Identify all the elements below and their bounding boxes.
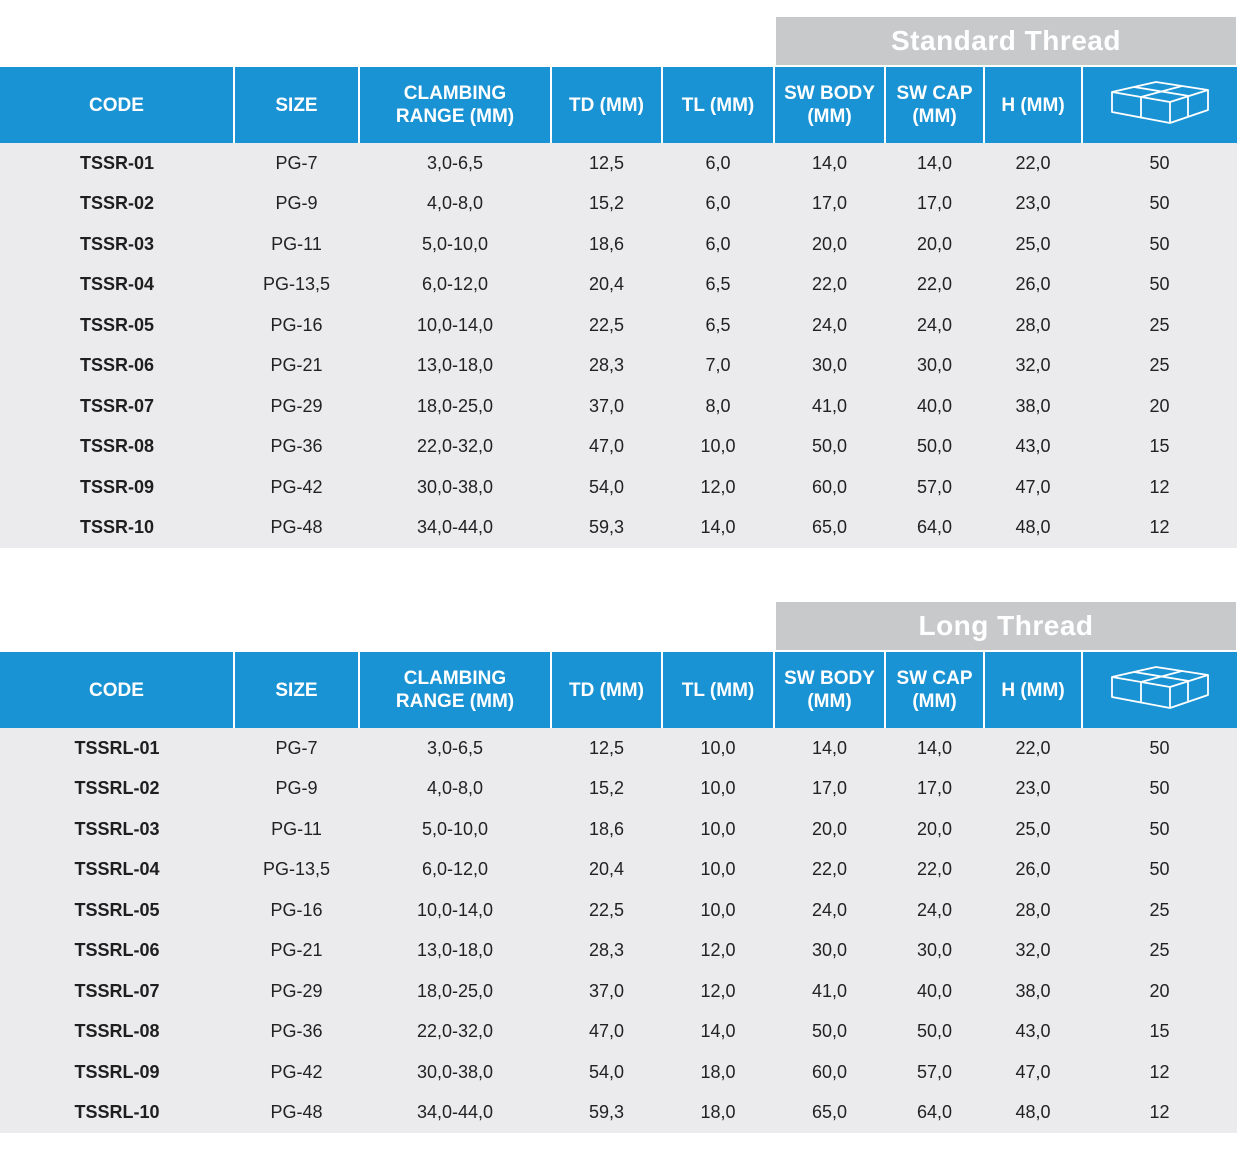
cell-package-qty: 50 (1082, 809, 1237, 850)
cell-tl: 10,0 (662, 890, 774, 931)
table-row (0, 1052, 1237, 1093)
long-thread-table (0, 652, 1237, 1133)
cell-size: PG-42 (234, 1052, 359, 1093)
col-header-size: SIZE (234, 652, 359, 728)
cell-code: TSSRL-03 (0, 809, 234, 850)
cell-h: 23,0 (984, 769, 1082, 810)
standard-thread-table (0, 67, 1237, 548)
cell-sw-body: 14,0 (774, 143, 885, 184)
cell-package-qty: 20 (1082, 386, 1237, 427)
cell-h: 25,0 (984, 224, 1082, 265)
table-row (0, 386, 1237, 427)
cell-package-qty: 25 (1082, 931, 1237, 972)
cell-h: 32,0 (984, 931, 1082, 972)
col-header-h: H (MM) (984, 67, 1082, 143)
standard-thread-banner (776, 17, 1236, 65)
cell-clambing-range: 3,0-6,5 (359, 143, 551, 184)
cell-tl: 6,0 (662, 224, 774, 265)
cell-package-qty: 50 (1082, 265, 1237, 306)
cell-sw-cap: 22,0 (885, 265, 984, 306)
col-header-package (1082, 67, 1237, 143)
cell-sw-cap: 20,0 (885, 809, 984, 850)
col-header-tl: TL (MM) (662, 652, 774, 728)
cell-h: 22,0 (984, 728, 1082, 769)
cell-size: PG-9 (234, 184, 359, 225)
cell-sw-cap: 40,0 (885, 386, 984, 427)
cell-sw-body: 14,0 (774, 728, 885, 769)
cell-td: 22,5 (551, 890, 662, 931)
col-header-code: CODE (0, 652, 234, 728)
cell-package-qty: 25 (1082, 305, 1237, 346)
cell-tl: 10,0 (662, 850, 774, 891)
cell-sw-body: 24,0 (774, 305, 885, 346)
cell-h: 26,0 (984, 850, 1082, 891)
cell-td: 22,5 (551, 305, 662, 346)
cell-sw-cap: 14,0 (885, 728, 984, 769)
table-row (0, 143, 1237, 184)
cell-code: TSSRL-01 (0, 728, 234, 769)
cell-sw-cap: 64,0 (885, 1093, 984, 1134)
cell-package-qty: 50 (1082, 769, 1237, 810)
table-row (0, 1012, 1237, 1053)
cell-td: 54,0 (551, 467, 662, 508)
cell-sw-body: 20,0 (774, 224, 885, 265)
cell-code: TSSR-03 (0, 224, 234, 265)
cell-sw-body: 41,0 (774, 971, 885, 1012)
cell-h: 43,0 (984, 427, 1082, 468)
cell-size: PG-21 (234, 931, 359, 972)
table-row (0, 769, 1237, 810)
cell-code: TSSRL-05 (0, 890, 234, 931)
cell-h: 25,0 (984, 809, 1082, 850)
cell-sw-body: 17,0 (774, 769, 885, 810)
cell-tl: 7,0 (662, 346, 774, 387)
cell-package-qty: 12 (1082, 1052, 1237, 1093)
cell-tl: 12,0 (662, 971, 774, 1012)
cell-tl: 8,0 (662, 386, 774, 427)
cell-clambing-range: 10,0-14,0 (359, 890, 551, 931)
table-row (0, 224, 1237, 265)
table-row (0, 265, 1237, 306)
cell-tl: 12,0 (662, 931, 774, 972)
cell-tl: 12,0 (662, 467, 774, 508)
cell-clambing-range: 6,0-12,0 (359, 265, 551, 306)
cell-clambing-range: 5,0-10,0 (359, 809, 551, 850)
section-title: Long Thread (918, 610, 1094, 641)
cell-sw-cap: 30,0 (885, 931, 984, 972)
cell-sw-cap: 50,0 (885, 427, 984, 468)
table-row (0, 305, 1237, 346)
col-header-sw-cap: SW CAP (MM) (885, 67, 984, 143)
cell-tl: 10,0 (662, 427, 774, 468)
col-header-td: TD (MM) (551, 67, 662, 143)
cell-tl: 10,0 (662, 769, 774, 810)
cell-sw-cap: 14,0 (885, 143, 984, 184)
table-row (0, 931, 1237, 972)
cell-size: PG-13,5 (234, 265, 359, 306)
cell-size: PG-11 (234, 809, 359, 850)
cell-package-qty: 12 (1082, 1093, 1237, 1134)
col-header-package (1082, 652, 1237, 728)
cell-code: TSSRL-08 (0, 1012, 234, 1053)
cell-td: 37,0 (551, 386, 662, 427)
cell-sw-cap: 24,0 (885, 890, 984, 931)
cell-sw-body: 24,0 (774, 890, 885, 931)
cell-tl: 14,0 (662, 1012, 774, 1053)
cell-size: PG-36 (234, 1012, 359, 1053)
col-header-sw-body: SW BODY (MM) (774, 67, 885, 143)
cell-clambing-range: 30,0-38,0 (359, 1052, 551, 1093)
cell-code: TSSR-08 (0, 427, 234, 468)
cell-sw-cap: 57,0 (885, 1052, 984, 1093)
cell-td: 20,4 (551, 265, 662, 306)
col-header-td: TD (MM) (551, 652, 662, 728)
col-header-tl: TL (MM) (662, 67, 774, 143)
cell-h: 28,0 (984, 305, 1082, 346)
col-header-clambing-range: CLAMBING RANGE (MM) (359, 652, 551, 728)
cell-td: 20,4 (551, 850, 662, 891)
cell-tl: 18,0 (662, 1052, 774, 1093)
table-row (0, 728, 1237, 769)
cell-sw-cap: 50,0 (885, 1012, 984, 1053)
cell-size: PG-42 (234, 467, 359, 508)
cell-package-qty: 15 (1082, 427, 1237, 468)
cell-sw-body: 22,0 (774, 265, 885, 306)
col-header-h: H (MM) (984, 652, 1082, 728)
cell-clambing-range: 10,0-14,0 (359, 305, 551, 346)
cell-size: PG-16 (234, 305, 359, 346)
cell-package-qty: 12 (1082, 508, 1237, 549)
cell-sw-cap: 17,0 (885, 184, 984, 225)
cell-code: TSSR-07 (0, 386, 234, 427)
cell-code: TSSRL-04 (0, 850, 234, 891)
cell-sw-cap: 24,0 (885, 305, 984, 346)
cell-package-qty: 12 (1082, 467, 1237, 508)
cell-size: PG-7 (234, 143, 359, 184)
cell-code: TSSRL-09 (0, 1052, 234, 1093)
cell-sw-cap: 40,0 (885, 971, 984, 1012)
table-row (0, 508, 1237, 549)
cell-clambing-range: 22,0-32,0 (359, 1012, 551, 1053)
cell-td: 59,3 (551, 508, 662, 549)
cell-clambing-range: 4,0-8,0 (359, 184, 551, 225)
cell-sw-cap: 64,0 (885, 508, 984, 549)
cell-h: 48,0 (984, 1093, 1082, 1134)
cell-tl: 6,5 (662, 305, 774, 346)
cell-sw-body: 30,0 (774, 346, 885, 387)
cell-td: 37,0 (551, 971, 662, 1012)
col-header-sw-cap: SW CAP (MM) (885, 652, 984, 728)
cell-h: 23,0 (984, 184, 1082, 225)
cell-td: 47,0 (551, 427, 662, 468)
cell-clambing-range: 6,0-12,0 (359, 850, 551, 891)
cell-td: 18,6 (551, 224, 662, 265)
header-row (0, 67, 1237, 143)
cell-code: TSSR-02 (0, 184, 234, 225)
cell-package-qty: 50 (1082, 224, 1237, 265)
cell-size: PG-21 (234, 346, 359, 387)
cell-code: TSSR-01 (0, 143, 234, 184)
cell-code: TSSRL-06 (0, 931, 234, 972)
cell-sw-cap: 30,0 (885, 346, 984, 387)
cell-h: 47,0 (984, 1052, 1082, 1093)
cell-size: PG-29 (234, 971, 359, 1012)
cell-h: 38,0 (984, 386, 1082, 427)
cell-sw-body: 60,0 (774, 467, 885, 508)
cell-code: TSSR-10 (0, 508, 234, 549)
cell-tl: 6,0 (662, 143, 774, 184)
cell-clambing-range: 22,0-32,0 (359, 427, 551, 468)
col-header-code: CODE (0, 67, 234, 143)
cell-h: 26,0 (984, 265, 1082, 306)
cell-td: 18,6 (551, 809, 662, 850)
table-row (0, 184, 1237, 225)
cell-td: 28,3 (551, 931, 662, 972)
cell-sw-cap: 57,0 (885, 467, 984, 508)
cell-h: 47,0 (984, 467, 1082, 508)
cell-code: TSSR-06 (0, 346, 234, 387)
cell-clambing-range: 13,0-18,0 (359, 346, 551, 387)
cell-h: 28,0 (984, 890, 1082, 931)
cell-h: 48,0 (984, 508, 1082, 549)
cell-h: 32,0 (984, 346, 1082, 387)
cell-sw-body: 22,0 (774, 850, 885, 891)
cell-td: 59,3 (551, 1093, 662, 1134)
header-row (0, 652, 1237, 728)
cell-package-qty: 50 (1082, 143, 1237, 184)
cell-code: TSSRL-07 (0, 971, 234, 1012)
cell-clambing-range: 34,0-44,0 (359, 508, 551, 549)
cell-tl: 6,5 (662, 265, 774, 306)
cell-h: 22,0 (984, 143, 1082, 184)
table-row (0, 850, 1237, 891)
cell-sw-body: 30,0 (774, 931, 885, 972)
cell-td: 12,5 (551, 143, 662, 184)
col-header-clambing-range: CLAMBING RANGE (MM) (359, 67, 551, 143)
cell-size: PG-48 (234, 1093, 359, 1134)
cell-size: PG-16 (234, 890, 359, 931)
cell-clambing-range: 4,0-8,0 (359, 769, 551, 810)
boxes-icon (1108, 78, 1212, 126)
cell-td: 28,3 (551, 346, 662, 387)
cell-clambing-range: 5,0-10,0 (359, 224, 551, 265)
cell-sw-cap: 17,0 (885, 769, 984, 810)
cell-sw-body: 60,0 (774, 1052, 885, 1093)
table-row (0, 809, 1237, 850)
section-title: Standard Thread (891, 25, 1121, 56)
cell-code: TSSR-05 (0, 305, 234, 346)
cell-h: 38,0 (984, 971, 1082, 1012)
table-row (0, 427, 1237, 468)
cell-td: 47,0 (551, 1012, 662, 1053)
cell-td: 15,2 (551, 769, 662, 810)
cell-sw-body: 41,0 (774, 386, 885, 427)
cell-sw-cap: 22,0 (885, 850, 984, 891)
table-row (0, 890, 1237, 931)
cell-size: PG-48 (234, 508, 359, 549)
cell-code: TSSR-04 (0, 265, 234, 306)
cell-package-qty: 15 (1082, 1012, 1237, 1053)
cell-tl: 6,0 (662, 184, 774, 225)
cell-tl: 18,0 (662, 1093, 774, 1134)
cell-package-qty: 50 (1082, 728, 1237, 769)
cell-tl: 14,0 (662, 508, 774, 549)
cell-size: PG-36 (234, 427, 359, 468)
long-thread-banner (776, 602, 1236, 650)
cell-td: 15,2 (551, 184, 662, 225)
cell-tl: 10,0 (662, 809, 774, 850)
cell-td: 54,0 (551, 1052, 662, 1093)
cell-sw-body: 17,0 (774, 184, 885, 225)
cell-clambing-range: 18,0-25,0 (359, 386, 551, 427)
col-header-size: SIZE (234, 67, 359, 143)
cell-size: PG-13,5 (234, 850, 359, 891)
cell-package-qty: 50 (1082, 850, 1237, 891)
cell-sw-body: 50,0 (774, 427, 885, 468)
cell-code: TSSRL-10 (0, 1093, 234, 1134)
cell-sw-body: 20,0 (774, 809, 885, 850)
boxes-icon (1108, 663, 1212, 711)
cell-package-qty: 50 (1082, 184, 1237, 225)
cell-sw-body: 65,0 (774, 508, 885, 549)
cell-h: 43,0 (984, 1012, 1082, 1053)
cell-td: 12,5 (551, 728, 662, 769)
cell-package-qty: 20 (1082, 971, 1237, 1012)
table-row (0, 1093, 1237, 1134)
cell-clambing-range: 34,0-44,0 (359, 1093, 551, 1134)
cell-clambing-range: 30,0-38,0 (359, 467, 551, 508)
cell-code: TSSRL-02 (0, 769, 234, 810)
cell-sw-body: 50,0 (774, 1012, 885, 1053)
table-row (0, 467, 1237, 508)
cell-package-qty: 25 (1082, 346, 1237, 387)
cell-package-qty: 25 (1082, 890, 1237, 931)
cell-clambing-range: 18,0-25,0 (359, 971, 551, 1012)
table-row (0, 346, 1237, 387)
cell-size: PG-11 (234, 224, 359, 265)
cell-size: PG-9 (234, 769, 359, 810)
cell-code: TSSR-09 (0, 467, 234, 508)
cell-size: PG-7 (234, 728, 359, 769)
cell-sw-cap: 20,0 (885, 224, 984, 265)
cell-clambing-range: 13,0-18,0 (359, 931, 551, 972)
cell-clambing-range: 3,0-6,5 (359, 728, 551, 769)
cell-tl: 10,0 (662, 728, 774, 769)
col-header-sw-body: SW BODY (MM) (774, 652, 885, 728)
cell-size: PG-29 (234, 386, 359, 427)
table-row (0, 971, 1237, 1012)
cell-sw-body: 65,0 (774, 1093, 885, 1134)
